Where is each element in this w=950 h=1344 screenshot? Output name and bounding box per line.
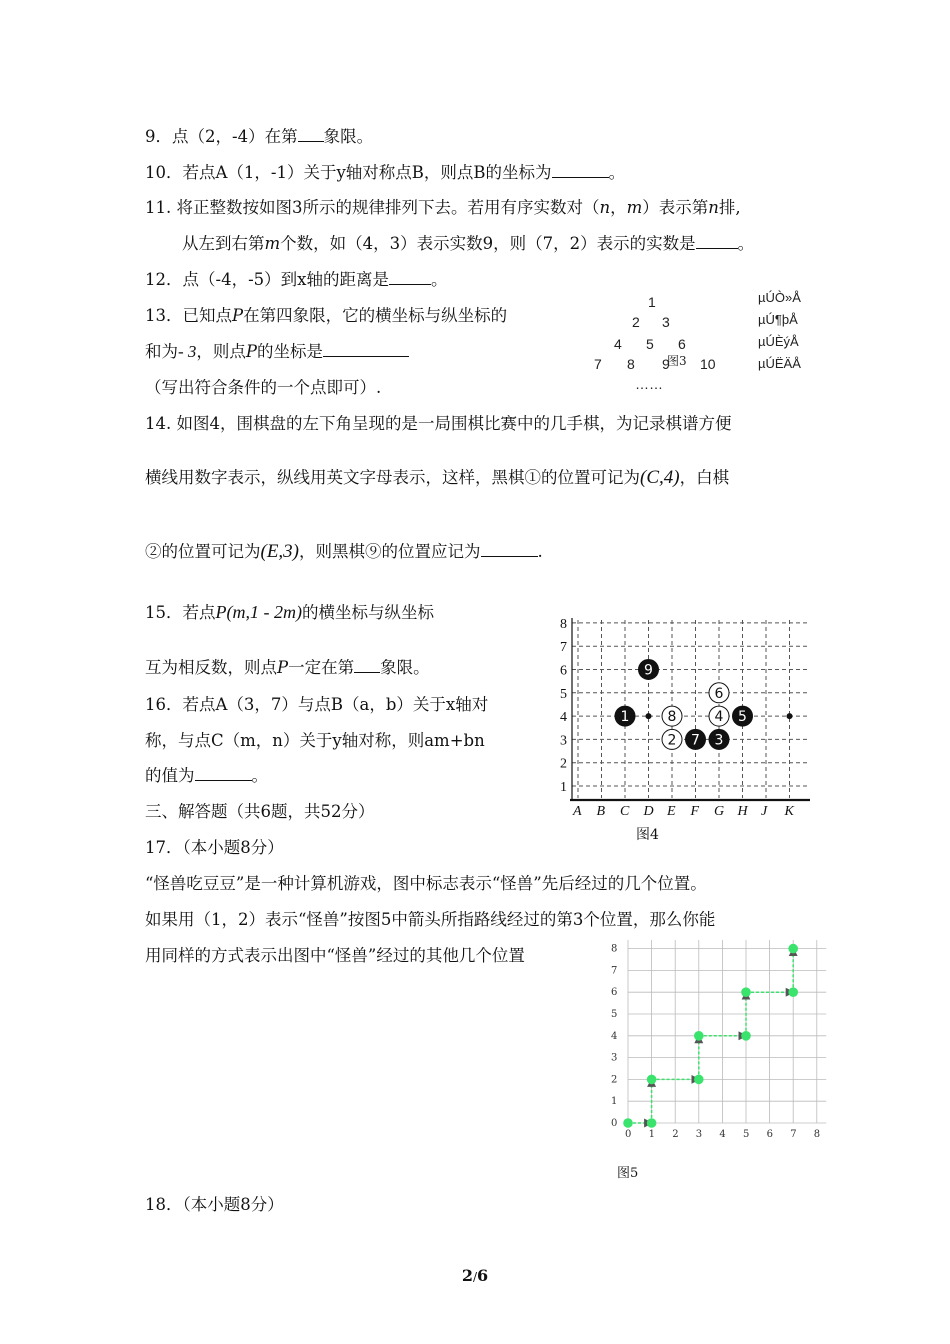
fig3-row-label: µÚËÄÅ [758, 356, 801, 371]
fig5-y-tick: 3 [611, 1052, 618, 1064]
fig4-row-label: 4 [560, 710, 567, 726]
fig4-stone-label: 6 [714, 685, 724, 702]
question-15-line1 [145, 601, 434, 624]
q14-text-c-tail: ，则黑棋⑨的位置应记为 [299, 542, 481, 561]
q14-text-c: ②的位置可记为 [145, 542, 261, 561]
fig3-row-label: µÚÈýÅ [758, 334, 799, 349]
fig4-stone-label: 2 [667, 732, 677, 749]
q15-text-b: 的横坐标与纵坐标 [301, 603, 434, 622]
q15-text-d: 一定在第 [288, 658, 355, 677]
q16-text-c: 的值为 [145, 766, 195, 785]
fig4-col-label: D [643, 804, 654, 819]
fig5-y-tick: 6 [611, 987, 618, 999]
fig5-x-tick: 7 [790, 1129, 797, 1140]
fig3-row-label: µÚÒ»Å [758, 290, 801, 305]
question-17-line2: 如果用（1，2）表示“怪兽”按图5中箭头所指路线经过的第3个位置，那么你能 [145, 910, 716, 929]
fig5-path-point [647, 1118, 657, 1128]
page-number [0, 1266, 950, 1285]
fig4-col-label: K [784, 804, 794, 819]
q15-point: P(m,1 - 2m) [215, 602, 302, 622]
fig4-stone-label: 1 [620, 709, 630, 726]
fig4-col-label: E [667, 804, 676, 819]
q16-blank [195, 766, 252, 781]
question-14-line3 [145, 541, 543, 563]
fig4-stone-label: 4 [714, 709, 724, 726]
q12-blank [389, 270, 431, 285]
fig4-col-label: B [596, 804, 606, 819]
fig5-x-tick: 6 [766, 1129, 773, 1140]
fig3-num: 5 [646, 336, 654, 352]
fig5-x-tick: 5 [743, 1129, 750, 1140]
question-9 [145, 126, 373, 148]
question-11-line2 [182, 233, 754, 255]
q11-l2-text-a: 从左到右第 [182, 234, 265, 253]
fig4-star-point [646, 713, 652, 719]
fig5-x-tick: 4 [719, 1129, 726, 1140]
fig3-num: 9 [662, 356, 670, 372]
question-14-line2 [145, 467, 729, 489]
question-16-line1: 16．若点A（3，7）与点B（a，b）关于x轴对 [145, 695, 489, 714]
q13-text-c: 和为 [145, 342, 178, 361]
fig3-num: 2 [632, 314, 640, 330]
q15-text-e: 象限。 [380, 658, 430, 677]
q13-text-d: ，则点 [196, 342, 246, 361]
fig5-y-tick: 7 [611, 965, 618, 977]
q14-coord-c4: (C,4) [640, 467, 680, 488]
q11-blank [696, 234, 738, 249]
figure-4-go-board [550, 610, 820, 850]
fig4-col-label: G [714, 804, 725, 819]
fig3-num: 8 [627, 356, 635, 372]
question-15-line2 [145, 657, 430, 679]
question-11-line1 [145, 197, 741, 219]
fig4-stone-label: 3 [714, 732, 724, 749]
fig5-y-tick: 2 [611, 1074, 618, 1086]
fig5-y-tick: 5 [611, 1009, 618, 1020]
q13-text-b: 在第四象限，它的横坐标与纵坐标的 [243, 306, 508, 325]
question-12 [145, 269, 447, 291]
q11-text-b: ）表示第 [642, 198, 709, 217]
q11-l2-text-c: 。 [737, 234, 755, 253]
fig5-caption: 图5 [617, 1166, 639, 1181]
question-13-line1 [145, 305, 507, 327]
q10-tail: 。 [608, 163, 626, 182]
fig4-row-label: 3 [560, 733, 567, 749]
question-13-line2 [145, 341, 409, 363]
fig5-path-point [788, 944, 798, 954]
fig4-col-label: C [620, 804, 630, 819]
page-current: 2 [461, 1266, 473, 1285]
fig3-row-label: µÚ¶þÅ [758, 312, 798, 327]
q11-var-n2: n [708, 198, 719, 217]
fig4-row-label: 5 [560, 686, 567, 702]
question-17-heading: 17．（本小题8分） [145, 838, 284, 857]
fig3-num: 6 [678, 336, 686, 352]
fig4-caption: 图4 [636, 827, 659, 843]
fig5-x-tick: 1 [648, 1129, 655, 1140]
fig3-caption: 图3 [667, 354, 687, 368]
q11-var-n: n [599, 198, 611, 217]
question-17-line3: 用同样的方式表示出图中“怪兽”经过的其他几个位置 [145, 946, 525, 965]
q11-text-c: 排, [718, 198, 741, 217]
q13-var-p2: P [245, 342, 258, 361]
fig5-x-tick: 3 [695, 1129, 703, 1140]
q9-tail: 象限。 [323, 127, 374, 146]
q14-end: . [537, 542, 543, 561]
q11-comma: ， [610, 198, 627, 217]
question-14-line1: 14. 如图4，围棋盘的左下角呈现的是一局围棋比赛中的几手棋，为记录棋谱方便 [145, 414, 732, 433]
fig4-col-label: H [737, 804, 748, 819]
q11-var-m: m [626, 198, 643, 217]
question-17-line1: “怪兽吃豆豆”是一种计算机游戏，图中标志表示“怪兽”先后经过的几个位置。 [145, 874, 707, 893]
q11-text-a: 11. 将正整数按如图3所示的规律排列下去。若用有序实数对（ [145, 198, 600, 217]
q15-text-a: 15．若点 [145, 603, 216, 622]
q9-blank [298, 127, 324, 142]
fig4-row-label: 7 [560, 640, 567, 656]
section-3-heading: 三、解答题（共6题，共52分） [145, 802, 375, 821]
q16-text-d: 。 [251, 766, 268, 785]
q13-text-e: 的坐标是 [257, 342, 324, 361]
figure-5-path-chart [606, 940, 834, 1145]
fig3-num: 4 [614, 336, 622, 352]
fig4-stone-label: 5 [738, 709, 747, 726]
question-16-line3 [145, 765, 268, 787]
fig4-stone-label: 8 [667, 709, 677, 726]
page-separator: / [472, 1270, 478, 1284]
fig5-path-point [741, 987, 751, 997]
question-16-line2: 称，与点C（m，n）关于y轴对称，则am+bn [145, 731, 485, 750]
q9-text: 9．点（2，-4）在第 [145, 127, 298, 146]
q13-var-p: P [232, 306, 244, 325]
fig3-num: 3 [662, 314, 670, 330]
question-10 [145, 162, 625, 184]
q14-text-b: 横线用数字表示，纵线用英文字母表示，这样，黑棋①的位置可记为 [145, 468, 640, 487]
q15-text-c: 互为相反数，则点 [145, 658, 277, 677]
fig4-row-label: 6 [560, 663, 567, 679]
q13-blank [323, 342, 409, 357]
fig5-path-point [694, 1031, 704, 1041]
fig4-col-label: A [573, 804, 582, 819]
fig5-y-tick: 1 [611, 1096, 618, 1108]
q15-var-p: P [277, 658, 289, 677]
fig5-x-tick: 2 [672, 1129, 679, 1140]
fig5-path-point [694, 1075, 704, 1085]
fig4-col-label: F [690, 804, 700, 819]
fig5-path-point [623, 1118, 633, 1128]
fig4-row-label: 1 [560, 780, 567, 795]
q13-neg3: - 3 [178, 342, 197, 361]
q14-coord-e3: (E,3) [260, 541, 300, 562]
fig3-num: 1 [648, 294, 656, 310]
fig5-path-point [647, 1075, 657, 1085]
fig5-path-point [741, 1031, 751, 1041]
question-13-line3: （写出符合条件的一个点即可）. [145, 378, 382, 397]
fig4-col-label: J [761, 804, 768, 819]
fig5-origin-tick: 0 [611, 1118, 618, 1129]
q15-blank [354, 658, 380, 673]
fig5-y-tick: 4 [611, 1030, 618, 1042]
q11-var-m2: m [264, 234, 281, 253]
fig5-path-point [788, 987, 798, 997]
fig4-star-point [787, 713, 793, 719]
fig5-x-tick: 0 [625, 1129, 632, 1140]
q12-text: 12．点（-4，-5）到x轴的距离是 [145, 270, 389, 289]
fig4-stone-label: 9 [644, 662, 653, 679]
fig3-dots: …… [635, 376, 663, 392]
fig4-stone-label: 7 [691, 732, 700, 749]
q14-text-b-tail: ，白棋 [679, 468, 730, 487]
q10-text: 10．若点A（1，-1）关于y轴对称点B，则点B的坐标为 [145, 163, 552, 182]
fig4-row-label: 8 [560, 616, 567, 632]
fig4-row-label: 2 [560, 756, 567, 772]
fig5-x-tick: 8 [813, 1129, 821, 1140]
q13-text-a: 13．已知点 [145, 306, 232, 325]
q14-blank [481, 542, 538, 557]
fig3-num: 10 [700, 356, 716, 372]
q10-blank [552, 163, 609, 178]
question-18-heading: 18．（本小题8分） [145, 1195, 284, 1214]
q12-tail: 。 [430, 270, 448, 289]
q11-l2-text-b: 个数，如（4，3）表示实数9，则（7，2）表示的实数是 [280, 234, 696, 253]
fig3-num: 7 [594, 356, 602, 372]
fig5-y-tick: 8 [611, 943, 618, 955]
page-total: 6 [477, 1266, 489, 1285]
